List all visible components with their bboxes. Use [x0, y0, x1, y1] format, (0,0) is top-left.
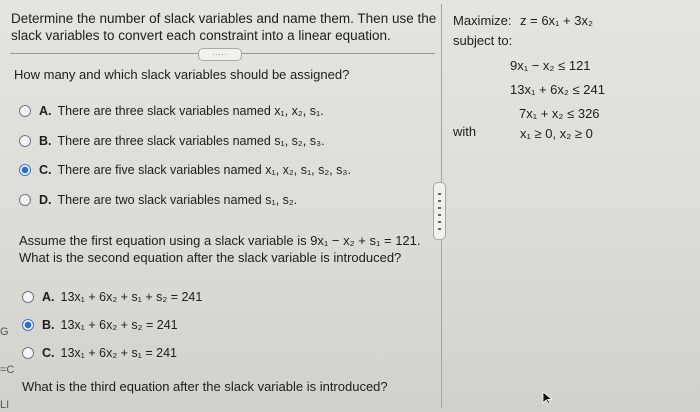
radio-button[interactable]	[22, 291, 34, 303]
q2-option-a[interactable]	[22, 290, 202, 304]
q1-option-d[interactable]	[19, 193, 297, 207]
grip-dot-icon	[438, 214, 441, 216]
grip-dot-icon	[438, 221, 441, 223]
radio-button[interactable]	[19, 194, 31, 206]
option-letter: D.	[39, 193, 52, 207]
expand-handle[interactable]: .....	[198, 48, 242, 61]
edge-label: LI	[0, 399, 10, 411]
option-text: 13x₁ + 6x₂ + s₁ = 241	[60, 346, 177, 360]
grip-dot-icon	[438, 193, 441, 195]
radio-button[interactable]	[22, 347, 34, 359]
grip-dot-icon	[438, 228, 441, 230]
option-letter: B.	[39, 134, 52, 148]
constraint-1: 9x₁ − x₂ ≤ 121	[510, 58, 591, 73]
option-text: 13x₁ + 6x₂ + s₁ + s₂ = 241	[60, 290, 203, 304]
constraint-2: 13x₁ + 6x₂ ≤ 241	[510, 82, 605, 97]
constraint-3: 7x₁ + x₂ ≤ 326	[519, 106, 600, 121]
option-text: 13x₁ + 6x₂ + s₂ = 241	[60, 318, 178, 332]
grip-dot-icon	[438, 200, 441, 202]
option-text: There are three slack variables named s₁, s₂, s₃.	[57, 134, 325, 148]
q1-option-c[interactable]	[19, 163, 351, 177]
mouse-cursor-icon	[542, 391, 554, 405]
option-letter: C.	[39, 163, 52, 177]
grip-dot-icon	[438, 207, 441, 209]
radio-button[interactable]	[19, 135, 31, 147]
with-label: with	[453, 124, 477, 139]
instructions: Determine the number of slack variables and name them. Then use the slack variables to convert each constraint into a linear equation.	[11, 11, 437, 43]
option-letter: C.	[42, 346, 55, 360]
resize-handle[interactable]	[433, 182, 446, 240]
q1-option-a[interactable]	[19, 104, 324, 118]
edge-label: G	[0, 326, 9, 338]
radio-button[interactable]	[19, 105, 31, 117]
question-1-prompt: How many and which slack variables should be assigned?	[14, 67, 350, 82]
maximize-label: Maximize:	[453, 13, 512, 28]
option-letter: A.	[39, 104, 52, 118]
question-3-prompt: What is the third equation after the slack variable is introduced?	[22, 379, 388, 394]
option-letter: A.	[42, 290, 55, 304]
question-2-prompt: Assume the first equation using a slack variable is 9x₁ − x₂ + s₁ = 121. What is the second equation after the slack variable is introduced?	[19, 233, 421, 265]
radio-button-selected[interactable]	[22, 319, 34, 331]
option-text: There are three slack variables named x₁, x₂, s₁.	[57, 104, 324, 118]
q2-option-b[interactable]	[22, 318, 178, 332]
option-text: There are two slack variables named s₁, s₂.	[57, 193, 298, 207]
radio-button-selected[interactable]	[19, 164, 31, 176]
nonnegativity-constraints: x₁ ≥ 0, x₂ ≥ 0	[520, 126, 593, 141]
q2-option-c[interactable]	[22, 346, 177, 360]
edge-label: =C	[0, 364, 15, 376]
option-text: There are five slack variables named x₁, x₂, s₁, s₂, s₃.	[57, 163, 351, 177]
objective-function: z = 6x₁ + 3x₂	[520, 13, 594, 28]
q1-option-b[interactable]	[19, 134, 325, 148]
subject-to-label: subject to:	[453, 33, 513, 48]
option-letter: B.	[42, 318, 55, 332]
